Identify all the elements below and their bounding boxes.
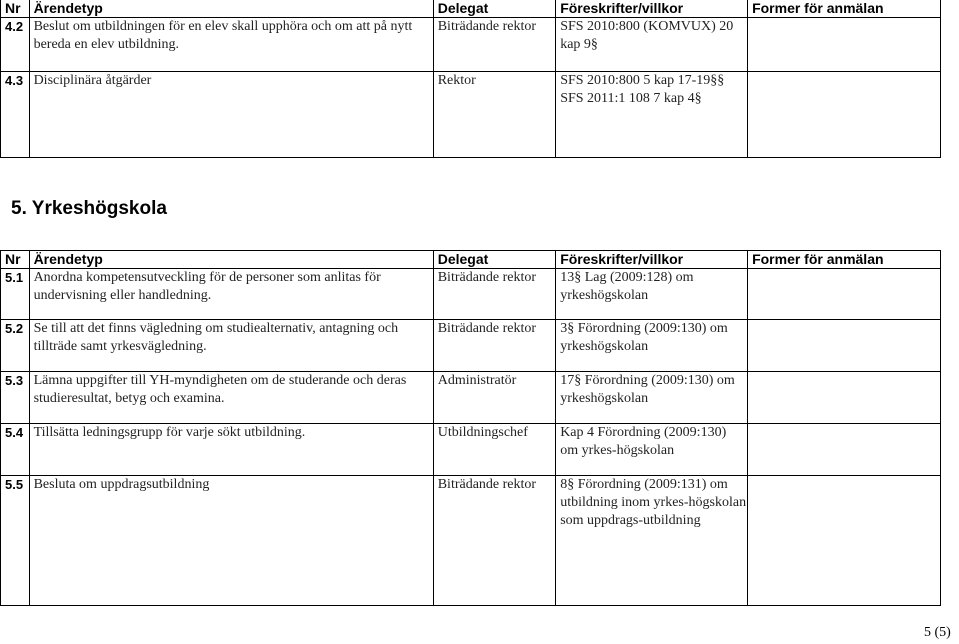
header-nr: Nr <box>1 0 30 18</box>
row-foreskrift: SFS 2010:800 (KOMVUX) 20 kap 9§ <box>556 18 748 72</box>
row-arendetyp: Besluta om uppdragsutbildning <box>29 476 433 606</box>
table-row <box>1 18 941 72</box>
row-delegat: Biträdande rektor <box>433 18 555 72</box>
row-nr: 4.2 <box>1 18 30 72</box>
table-row <box>1 372 941 424</box>
row-foreskrift: 17§ Förordning (2009:130) om yrkeshögskolan <box>556 372 748 424</box>
header-nr: Nr <box>1 251 30 269</box>
row-delegat: Administratör <box>433 372 555 424</box>
row-delegat: Rektor <box>433 72 555 158</box>
table-row <box>1 269 941 320</box>
row-nr: 4.3 <box>1 72 30 158</box>
row-former <box>748 18 941 72</box>
header-delegat: Delegat <box>433 251 555 269</box>
row-arendetyp: Se till att det finns vägledning om studiealternativ, antagning och tillträde samt yrkesvägledning. <box>29 320 433 372</box>
row-former <box>748 320 941 372</box>
row-nr: 5.4 <box>1 424 30 476</box>
row-arendetyp: Beslut om utbildningen för en elev skall upphöra och om att på nytt bereda en elev utbildning. <box>29 18 433 72</box>
row-foreskrift: 3§ Förordning (2009:130) om yrkeshögskolan <box>556 320 748 372</box>
row-delegat: Biträdande rektor <box>433 320 555 372</box>
header-foreskrifter: Föreskrifter/villkor <box>556 0 748 18</box>
top-table <box>0 0 941 158</box>
header-foreskrifter: Föreskrifter/villkor <box>556 251 748 269</box>
header-delegat: Delegat <box>433 0 555 18</box>
row-former <box>748 269 941 320</box>
table-row <box>1 476 941 606</box>
row-foreskrift: SFS 2010:800 5 kap 17-19§§ SFS 2011:1 108 7 kap 4§ <box>556 72 748 158</box>
row-delegat: Biträdande rektor <box>433 269 555 320</box>
header-row <box>1 0 941 18</box>
row-nr: 5.5 <box>1 476 30 606</box>
table-row <box>1 424 941 476</box>
row-arendetyp: Disciplinära åtgärder <box>29 72 433 158</box>
page-number: 5 (5) <box>924 625 951 640</box>
row-nr: 5.2 <box>1 320 30 372</box>
row-arendetyp: Tillsätta ledningsgrupp för varje sökt utbildning. <box>29 424 433 476</box>
header-former: Former för anmälan <box>748 251 941 269</box>
row-delegat: Biträdande rektor <box>433 476 555 606</box>
row-nr: 5.3 <box>1 372 30 424</box>
header-former: Former för anmälan <box>748 0 941 18</box>
row-delegat: Utbildningschef <box>433 424 555 476</box>
row-nr: 5.1 <box>1 269 30 320</box>
row-foreskrift: Kap 4 Förordning (2009:130) om yrkes-högskolan <box>556 424 748 476</box>
row-former <box>748 372 941 424</box>
section-title: 5. Yrkeshögskola <box>11 198 167 219</box>
row-former <box>748 476 941 606</box>
table-row <box>1 72 941 158</box>
header-row <box>1 251 941 269</box>
row-foreskrift: 13§ Lag (2009:128) om yrkeshögskolan <box>556 269 748 320</box>
row-arendetyp: Anordna kompetensutveckling för de personer som anlitas för undervisning eller handledning. <box>29 269 433 320</box>
header-arendetyp: Ärendetyp <box>29 0 433 18</box>
table-row <box>1 320 941 372</box>
row-former <box>748 72 941 158</box>
row-former <box>748 424 941 476</box>
row-foreskrift: 8§ Förordning (2009:131) om utbildning inom yrkes-högskolan som uppdrags-utbildning <box>556 476 748 606</box>
row-arendetyp: Lämna uppgifter till YH-myndigheten om de studerande och deras studieresultat, betyg och examina. <box>29 372 433 424</box>
yh-table <box>0 250 941 606</box>
header-arendetyp: Ärendetyp <box>29 251 433 269</box>
